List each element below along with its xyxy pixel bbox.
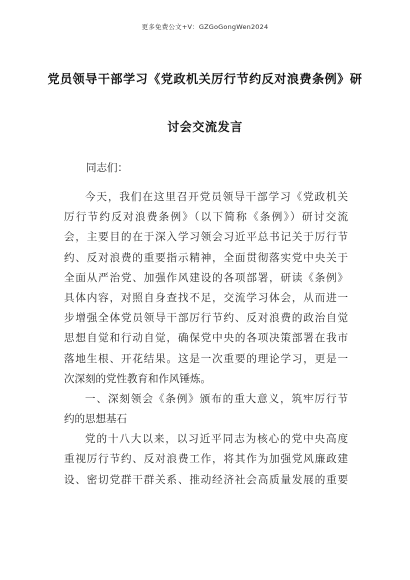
body-line: 厉行节约反对浪费条例》（以下简称《条例》）研讨交流 [64,211,348,224]
body-line: 党的十八大以来，以习近平同志为核心的党中央高度 [85,433,348,446]
body-line: 步增强全体党员领导干部厉行节约、反对浪费的政治自觉 [64,312,348,325]
body-line: 设、密切党群干群关系、推动经济社会高质量发展的重要 [64,473,348,486]
body-line: 会，主要目的在于深入学习领会习近平总书记关于厉行节 [64,231,348,244]
header-note: 更多免费公文+V：GZGoGongWen2024 [141,23,269,31]
greeting: 同志们： [86,162,128,174]
body-line: 落地生根、开花结果。这是一次重要的理论学习，更是一 [64,352,348,365]
document-title-line-2: 讨会交流发言 [167,120,243,134]
body-line: 思想自觉和行动自觉，确保党中央的各项决策部署在我市 [64,332,348,345]
body-text [64,187,348,490]
body-line: 今天，我们在这里召开党员领导干部学习《党政机关 [85,191,348,203]
body-line: 全面从严治党、加强作风建设的各项部署，研读《条例》 [64,271,348,284]
body-line: 重视厉行节约、反对浪费工作，将其作为加强党风廉政建 [64,453,348,466]
section-heading-line: 一、深刻领会《条例》颁布的重大意义，筑牢厉行节 [85,392,348,405]
body-line: 次深刻的党性教育和作风锤炼。 [64,372,211,385]
document-title-line-1: 党员领导干部学习《党政机关厉行节约反对浪费条例》研 [47,72,363,86]
section-heading-line: 约的思想基石 [64,413,127,426]
body-line: 约、反对浪费的重要指示精神，全面贯彻落实党中央关于 [64,251,348,264]
body-line: 具体内容，对照自身查找不足，交流学习体会，从而进一 [64,291,348,304]
